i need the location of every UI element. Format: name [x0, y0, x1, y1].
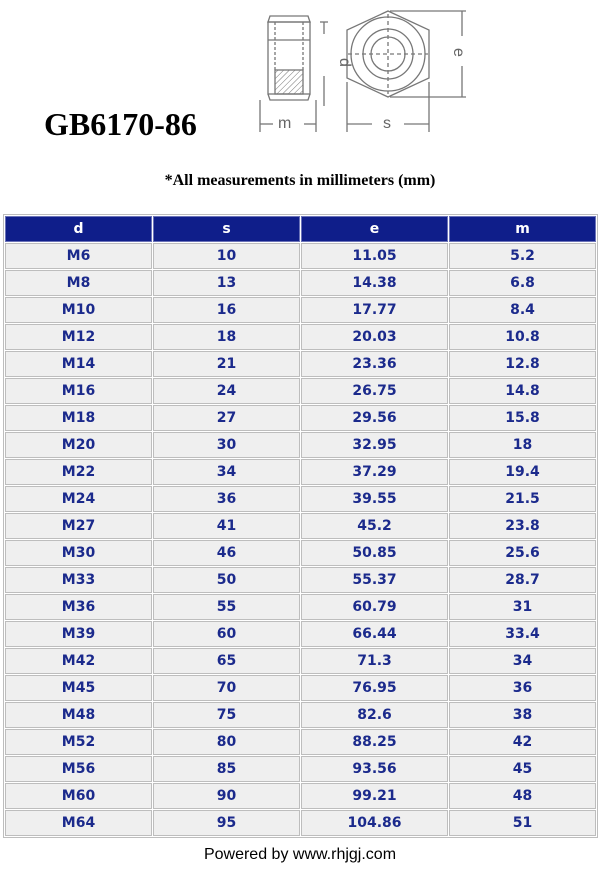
dimension-label-s: s	[383, 115, 391, 132]
table-cell-e: 104.86	[301, 810, 448, 836]
table-cell-s: 13	[153, 270, 300, 296]
table-cell-e: 20.03	[301, 324, 448, 350]
nut-dimension-table	[3, 214, 598, 838]
table-cell-m: 5.2	[449, 243, 596, 269]
table-cell-m: 38	[449, 702, 596, 728]
table-cell-e: 93.56	[301, 756, 448, 782]
table-row	[5, 810, 596, 836]
table-row	[5, 675, 596, 701]
table-cell-d: M64	[5, 810, 152, 836]
table-header-row	[5, 216, 596, 242]
table-row	[5, 621, 596, 647]
table-cell-s: 18	[153, 324, 300, 350]
table-row	[5, 513, 596, 539]
table-cell-d: M60	[5, 783, 152, 809]
table-cell-d: M18	[5, 405, 152, 431]
table-body	[5, 243, 596, 836]
table-cell-m: 25.6	[449, 540, 596, 566]
table-cell-s: 50	[153, 567, 300, 593]
table-cell-d: M6	[5, 243, 152, 269]
table-cell-e: 88.25	[301, 729, 448, 755]
table-cell-d: M30	[5, 540, 152, 566]
table-cell-s: 90	[153, 783, 300, 809]
table-cell-s: 41	[153, 513, 300, 539]
table-cell-e: 39.55	[301, 486, 448, 512]
table-cell-d: M12	[5, 324, 152, 350]
table-cell-d: M33	[5, 567, 152, 593]
table-cell-s: 36	[153, 486, 300, 512]
table-cell-d: M20	[5, 432, 152, 458]
table-row	[5, 540, 596, 566]
table-cell-s: 55	[153, 594, 300, 620]
table-cell-m: 15.8	[449, 405, 596, 431]
table-cell-d: M8	[5, 270, 152, 296]
table-cell-s: 95	[153, 810, 300, 836]
table-row	[5, 297, 596, 323]
table-row	[5, 486, 596, 512]
table-row	[5, 756, 596, 782]
table-cell-e: 66.44	[301, 621, 448, 647]
table-row	[5, 243, 596, 269]
table-row	[5, 405, 596, 431]
table-cell-s: 85	[153, 756, 300, 782]
table-cell-e: 45.2	[301, 513, 448, 539]
table-cell-e: 23.36	[301, 351, 448, 377]
table-cell-m: 12.8	[449, 351, 596, 377]
table-cell-m: 10.8	[449, 324, 596, 350]
table-cell-s: 24	[153, 378, 300, 404]
table-cell-e: 50.85	[301, 540, 448, 566]
page-title: GB6170-86	[44, 106, 197, 142]
table-cell-m: 33.4	[449, 621, 596, 647]
table-row	[5, 459, 596, 485]
table-row	[5, 270, 596, 296]
table-cell-d: M16	[5, 378, 152, 404]
table-cell-m: 34	[449, 648, 596, 674]
column-header-e: e	[301, 216, 448, 242]
table-cell-e: 37.29	[301, 459, 448, 485]
table-cell-m: 36	[449, 675, 596, 701]
table-row	[5, 378, 596, 404]
column-header-d: d	[5, 216, 152, 242]
column-header-s: s	[153, 216, 300, 242]
table-cell-d: M45	[5, 675, 152, 701]
table-cell-m: 45	[449, 756, 596, 782]
table-row	[5, 648, 596, 674]
table-cell-e: 82.6	[301, 702, 448, 728]
dimension-label-d: d	[336, 58, 353, 67]
table-cell-d: M36	[5, 594, 152, 620]
table-cell-d: M52	[5, 729, 152, 755]
table-cell-m: 51	[449, 810, 596, 836]
table-row	[5, 351, 596, 377]
table-row	[5, 432, 596, 458]
measurement-note: *All measurements in millimeters (mm)	[164, 172, 436, 189]
table-cell-s: 30	[153, 432, 300, 458]
table-cell-s: 70	[153, 675, 300, 701]
table-cell-s: 27	[153, 405, 300, 431]
column-header-m: m	[449, 216, 596, 242]
table-cell-s: 10	[153, 243, 300, 269]
table-cell-m: 18	[449, 432, 596, 458]
table-row	[5, 324, 596, 350]
table-cell-e: 14.38	[301, 270, 448, 296]
table-cell-s: 60	[153, 621, 300, 647]
table-cell-e: 26.75	[301, 378, 448, 404]
table-row	[5, 729, 596, 755]
table-cell-s: 34	[153, 459, 300, 485]
table-cell-d: M22	[5, 459, 152, 485]
table-cell-m: 28.7	[449, 567, 596, 593]
table-cell-e: 55.37	[301, 567, 448, 593]
table-cell-m: 48	[449, 783, 596, 809]
table-cell-s: 16	[153, 297, 300, 323]
footer-credit: Powered by www.rhjgj.com	[203, 846, 397, 863]
table-cell-m: 42	[449, 729, 596, 755]
table-row	[5, 783, 596, 809]
table-cell-m: 21.5	[449, 486, 596, 512]
table-cell-m: 31	[449, 594, 596, 620]
table-cell-d: M56	[5, 756, 152, 782]
table-cell-d: M10	[5, 297, 152, 323]
table-cell-m: 23.8	[449, 513, 596, 539]
table-cell-m: 19.4	[449, 459, 596, 485]
table-cell-e: 32.95	[301, 432, 448, 458]
table-cell-e: 76.95	[301, 675, 448, 701]
table-cell-s: 21	[153, 351, 300, 377]
table-cell-e: 71.3	[301, 648, 448, 674]
table-cell-e: 17.77	[301, 297, 448, 323]
table-cell-m: 8.4	[449, 297, 596, 323]
table-cell-e: 11.05	[301, 243, 448, 269]
table-cell-e: 60.79	[301, 594, 448, 620]
table-cell-s: 75	[153, 702, 300, 728]
table-cell-s: 65	[153, 648, 300, 674]
table-cell-e: 99.21	[301, 783, 448, 809]
table-row	[5, 594, 596, 620]
table-cell-d: M14	[5, 351, 152, 377]
table-cell-m: 6.8	[449, 270, 596, 296]
table-cell-d: M24	[5, 486, 152, 512]
dimension-label-m: m	[278, 115, 292, 132]
hex-nut-diagram	[240, 6, 475, 136]
table-row	[5, 567, 596, 593]
table-cell-e: 29.56	[301, 405, 448, 431]
table-cell-d: M48	[5, 702, 152, 728]
table-cell-m: 14.8	[449, 378, 596, 404]
table-row	[5, 702, 596, 728]
table-cell-d: M39	[5, 621, 152, 647]
dimension-label-e: e	[450, 48, 467, 57]
table-cell-s: 46	[153, 540, 300, 566]
table-cell-d: M27	[5, 513, 152, 539]
table-cell-s: 80	[153, 729, 300, 755]
table-cell-d: M42	[5, 648, 152, 674]
